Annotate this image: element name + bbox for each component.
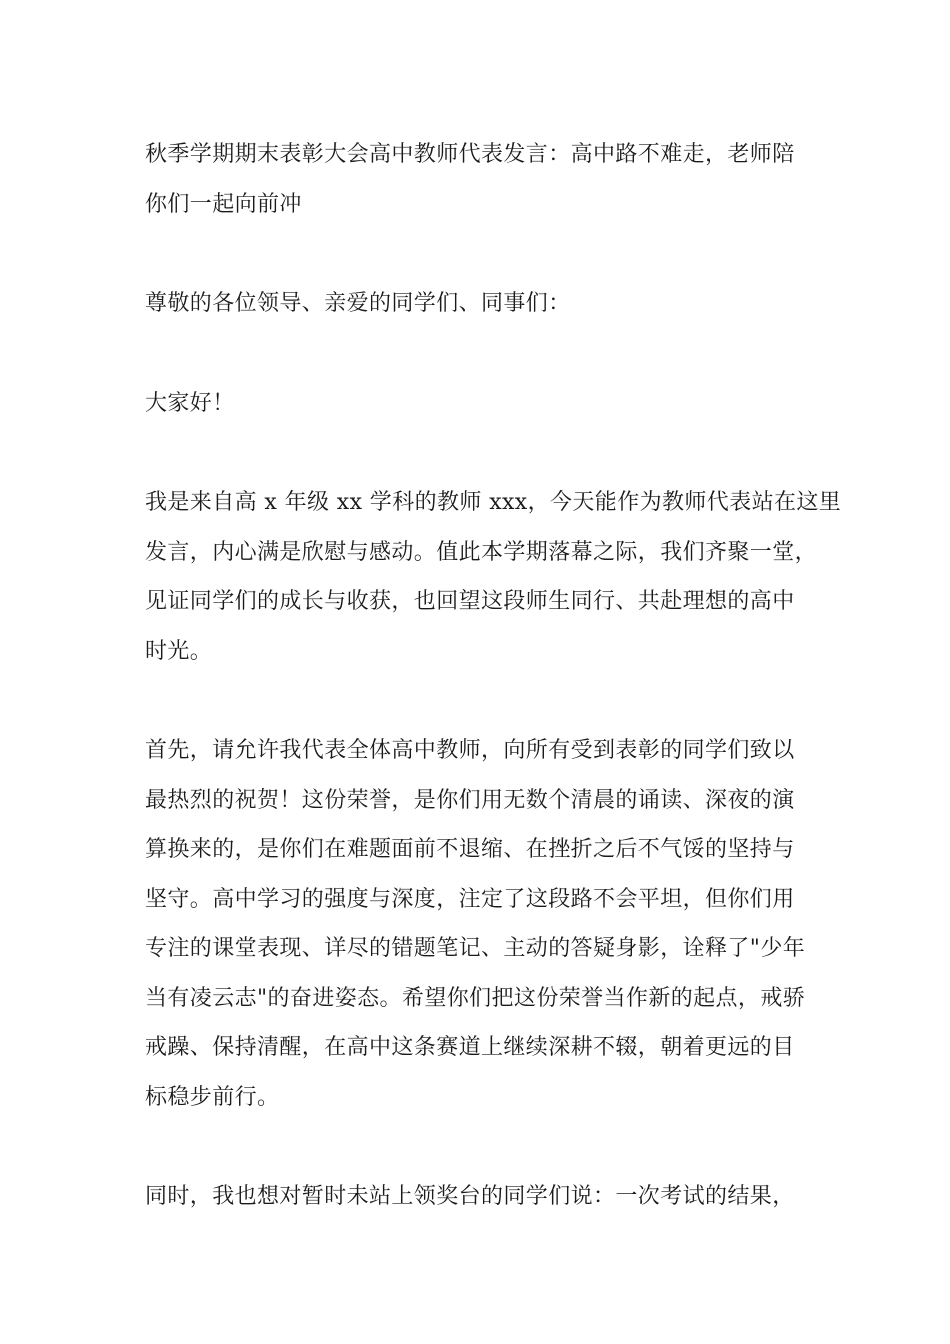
document-body (145, 130, 842, 1272)
paragraph-line: 坚守。高中学习的强度与深度，注定了这段路不会平坦，但你们用 (145, 886, 795, 912)
paragraph-line: 同时，我也想对暂时未站上领奖台的同学们说：一次考试的结果， (145, 1184, 795, 1209)
title-line-2: 你们一起向前冲 (145, 191, 302, 217)
salutation-line: 尊敬的各位领导、亲爱的同学们、同事们： (145, 291, 571, 316)
salutation (145, 279, 825, 329)
title-line-1: 秋季学期期末表彰大会高中教师代表发言：高中路不难走，老师陪 (145, 142, 795, 167)
greeting-line: 大家好！ (145, 390, 235, 416)
greeting (145, 379, 825, 429)
paragraph-line: 首先，请允许我代表全体高中教师，向所有受到表彰的同学们致以 (145, 738, 795, 763)
paragraph-line: 我是来自高 x 年级 xx 学科的教师 xxx，今天能作为教师代表站在这里 (145, 490, 842, 515)
paragraph-line: 见证同学们的成长与收获，也回望这段师生同行、共赴理想的高中 (145, 589, 795, 614)
paragraph-encouragement (145, 1172, 825, 1222)
paragraph-introduction (145, 478, 842, 676)
speech-title (145, 130, 825, 229)
paragraph-line: 算换来的，是你们在难题面前不退缩、在挫折之后不气馁的坚持与 (145, 837, 795, 862)
paragraph-line: 最热烈的祝贺！这份荣誉，是你们用无数个清晨的诵读、深夜的演 (145, 787, 795, 813)
paragraph-line: 当有凌云志"的奋进姿态。希望你们把这份荣誉当作新的起点，戒骄 (145, 985, 806, 1011)
paragraph-line: 发言，内心满是欣慰与感动。值此本学期落幕之际，我们齐聚一堂， (145, 539, 818, 565)
paragraph-line: 专注的课堂表现、详尽的错题笔记、主动的答疑身影，诠释了"少年 (145, 936, 806, 961)
paragraph-congratulations (145, 726, 825, 1122)
paragraph-line: 时光。 (145, 638, 213, 664)
paragraph-line: 标稳步前行。 (145, 1084, 280, 1110)
paragraph-line: 戒躁、保持清醒，在高中这条赛道上继续深耕不辍，朝着更远的目 (145, 1035, 795, 1060)
